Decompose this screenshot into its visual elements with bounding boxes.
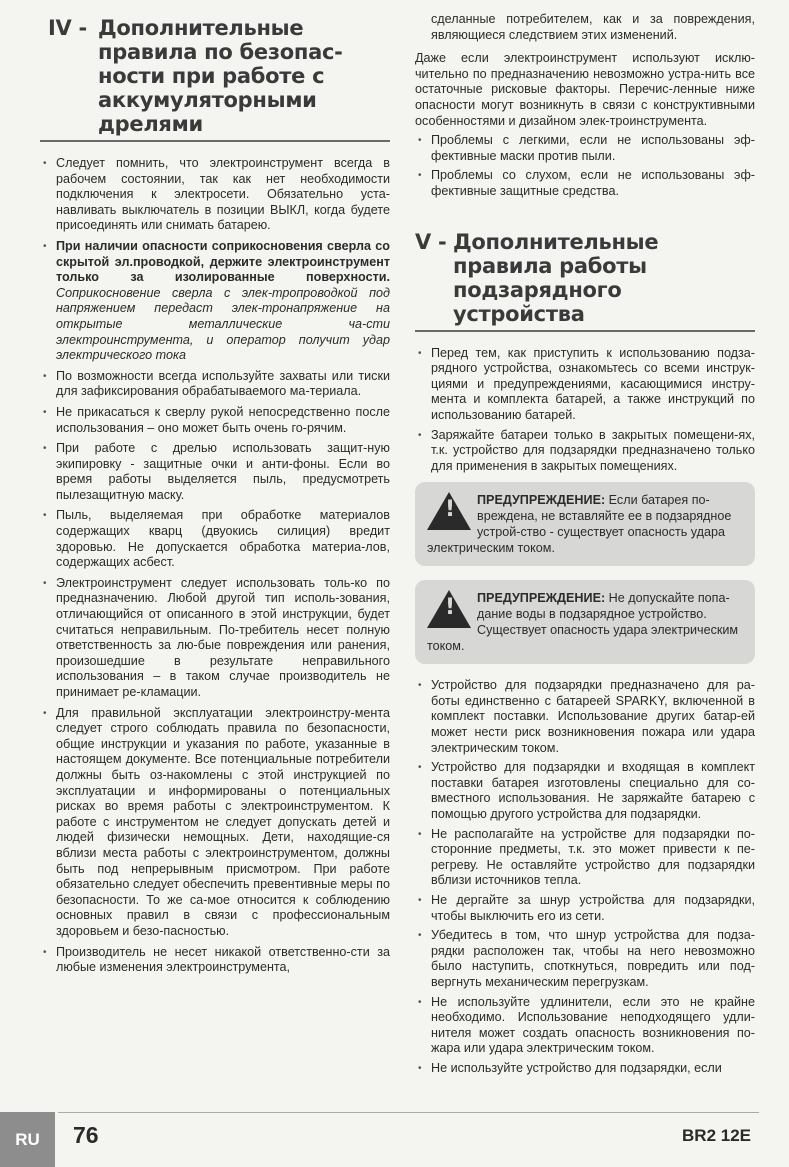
warning-text: Если батарея по-вреждена, не вставляйте ее в подзарядное устрой-ство - существует опасность удара электрическим током. [427, 493, 732, 556]
title-line: правила работы [453, 253, 647, 278]
list-item: • Заряжайте батареи только в закрытых помещени-ях, т.к. устройство для подзарядки предназначено только для применения в закрытых помещениях. [415, 428, 755, 475]
heading-rule [415, 330, 755, 332]
risks-list [415, 133, 755, 199]
list-item: • По возможности всегда используйте захваты или тиски для зафиксирования обрабатываемого ма-териала. [40, 369, 390, 400]
warning-box [415, 482, 755, 566]
section-number: V - [415, 229, 447, 254]
list-item [40, 239, 390, 364]
title-line: подзарядного устройства [453, 277, 622, 326]
list-item: • Убедитесь в том, что шнур устройства для подза-рядки расположен так, чтобы на него невозможно было наступить, споткнуться, повредить или под-вергнуть механическим перегрузкам. [415, 928, 755, 990]
warning-box [415, 580, 755, 664]
left-column [40, 0, 390, 981]
title-line: ности при работе с [98, 64, 325, 88]
list-item: • Не располагайте на устройстве для подзарядки по-сторонние предметы, т.к. это может привести к пе-регреву. Не оставляйте устройство для подзарядки вблизи источников тепла. [415, 827, 755, 889]
charger-rules-list [415, 678, 755, 1076]
section-number: IV - [48, 16, 87, 40]
left-bullet-list [40, 156, 390, 976]
title-line: аккумуляторными [98, 88, 317, 112]
warning-icon [427, 590, 471, 628]
page-footer [0, 1112, 789, 1167]
continuation-text: сделанные потребителем, как и за повреждения, являющиеся следствием этих изменений. [431, 12, 755, 42]
list-item: • Не используйте устройство для подзарядки, если [415, 1061, 755, 1077]
list-item: • Для правильной эксплуатации электроинстру-мента следует строго соблюдать правила по безопасности, общие инструкции и указания по работе, указанные в настоящем документе. Все потенциальные потребители должны быть оз-накомлены с этой инструкцией по эксплуатации и информированы о потенциальных рисках во время работы с электроинструментом. К работе с инструментом не следует допускать детей и людей физически немощных. Дети, находящие-ся вблизи места работы с электроинструментом, должны быть под непрерывным присмотром. При работе обязательно следует обеспечить превентивные меры по безопасности. То же са-мое относится к соблюдению основных правил в связи с профессиональным здоровьем и безо-пасностью. [40, 706, 390, 940]
list-item: • Производитель не несет никакой ответственно-сти за любые изменения электроинструмента, [40, 945, 390, 976]
list-item: • Устройство для подзарядки предназначено для ра-боты единственно с батареей SPARKY, включенной в комплект поставки. Использование других батар-ей может нести риск возникновения пожара или удара электрическим током. [415, 678, 755, 756]
warning-text: Не допускайте попа-дание воды в подзарядное устройство. Существует опасность удара электрическим током. [427, 591, 739, 654]
list-item: • Перед тем, как приступить к использованию подза-рядного устройства, ознакомьтесь со всеми инструк-циями и предупреждениями, касающимися инстру-мента и комплекта батарей, а также инструкций по использованию батарей. [415, 346, 755, 424]
page-number: 76 [73, 1122, 99, 1148]
section-v-heading [415, 230, 755, 332]
heading-rule [40, 140, 390, 142]
list-item: • Не прикасаться к сверлу рукой непосредственно после использования – оно может быть очень го-рячим. [40, 405, 390, 436]
right-column [415, 0, 755, 1081]
list-item: • Не дергайте за шнур устройства для подзарядки, чтобы выключить его из сети. [415, 893, 755, 924]
bold-text: При наличии опасности соприкосновения сверла со скрытой эл.проводкой, держите электроинструмент только за изолированные поверхности. [56, 238, 390, 285]
title-line: правила по безопас- [98, 40, 343, 64]
list-item: • Проблемы с легкими, если не использованы эф-фективные маски против пыли. [415, 133, 755, 164]
title-line: Дополнительные [453, 229, 659, 254]
section-iv-heading [40, 16, 390, 142]
list-item: • Электроинструмент следует использовать толь-ко по предназначению. Любой другой тип исполь-зования, отличающийся от описанного в этой инструкции, будет считаться неправильным. По-требитель несет полную ответственность за лю-бые повреждения или ранения, произошедшие в результате неправильного использования – в таком случае производитель не принимает ре-кламации. [40, 576, 390, 701]
list-item: • При работе с дрелью использовать защит-ную экипировку - защитные очки и анти-фоны. Если во время работы выделяется пыль, предусмотреть пылезащитную маску. [40, 441, 390, 503]
footer-divider [58, 1112, 759, 1113]
list-item: • Следует помнить, что электроинструмент всегда в рабочем состоянии, так как нет необходимости подключения к электросети. Обязательно уста-навливать выключатель в позиции ВЫКЛ, когда будете присоединять или снимать батарею. [40, 156, 390, 234]
warning-label: ПРЕДУПРЕЖДЕНИЕ: [477, 493, 606, 508]
list-item: • Проблемы со слухом, если не использованы эф-фективные защитные средства. [415, 168, 755, 199]
title-line: дрелями [98, 112, 203, 136]
italic-text: Соприкосновение сверла с элек-тропроводкой под напряжением передаст элек-тронапряжение на открытые металлические ча-сти электроинструмента, и оператор получит удар электрического тока [56, 285, 390, 363]
title-line: Дополнительные [98, 16, 304, 40]
charger-intro-list [415, 346, 755, 475]
residual-risks-paragraph: Даже если электроинструмент используют исклю-чительно по предназначению невозможно устра-нить все остаточные рисковые факторы. Перечис-ленные ниже опасности могут возникнуть в связи с конструктивными особенностями и дизайном элек-троинструмента. [415, 51, 755, 128]
warning-label: ПРЕДУПРЕЖДЕНИЕ: [477, 591, 606, 606]
warning-icon [427, 492, 471, 530]
list-item: • Не используйте удлинители, если это не крайне необходимо. Использование неподходящего удли-нителя может создать опасность возникновения по-жара или удара электрическим током. [415, 995, 755, 1057]
list-item: • Пыль, выделяемая при обработке материалов содержащих кварц (двуокись силиция) вредит здоровью. Не допускается обработка материа-лов, содержащих асбест. [40, 508, 390, 570]
list-item: • Устройство для подзарядки и входящая в комплект поставки батарея изготовлены специально для со-вместного использования. Не заряжайте батарею с помощью другого устройства для подзарядки. [415, 760, 755, 822]
model-name: BR2 12E [682, 1126, 751, 1145]
language-badge: RU [0, 1112, 55, 1167]
